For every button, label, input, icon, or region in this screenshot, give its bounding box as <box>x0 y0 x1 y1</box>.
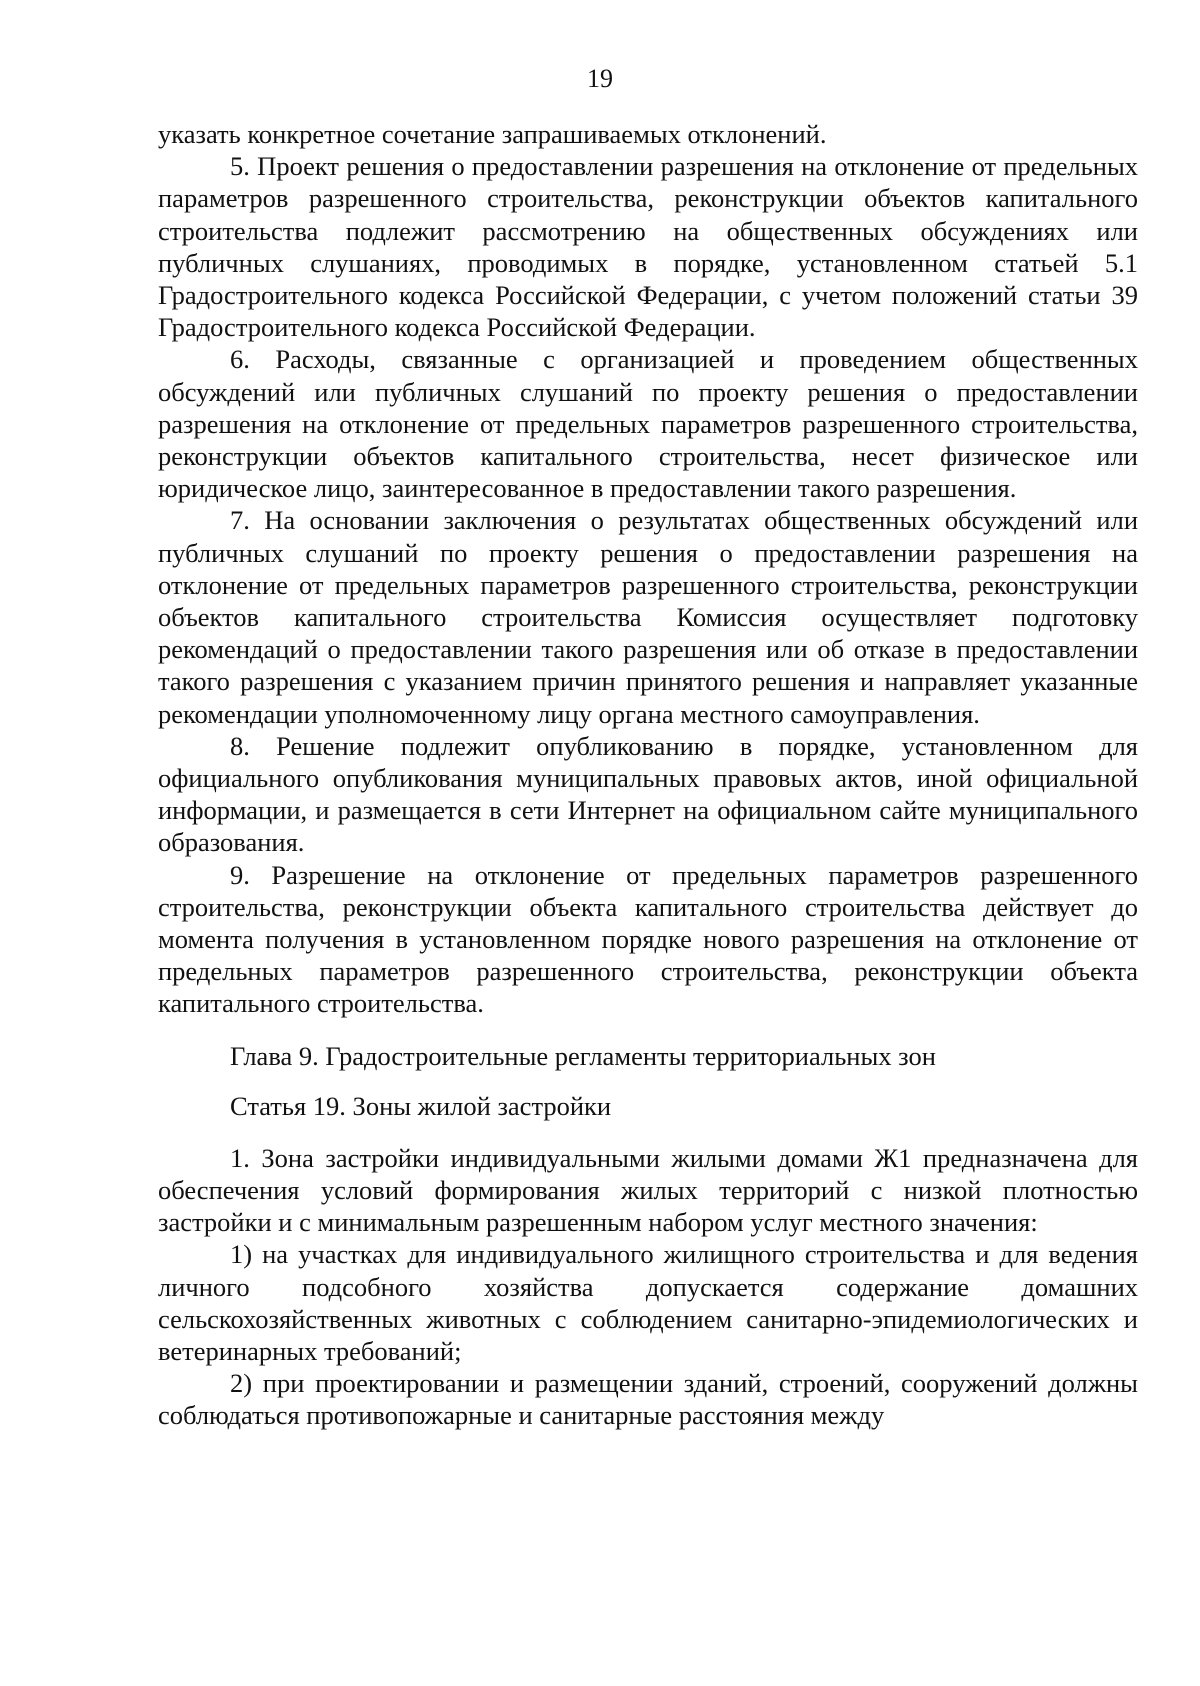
paragraph-item-6: 6. Расходы, связанные с организацией и проведением общественных обсуждений или публичных слушаний по проекту решения о предоставлении разрешения на отклонение от предельных параметров разрешенного строительства, реконструкции объектов капитального строительства, несет физическое или юридическое лицо, заинтересованное в предоставлении такого разрешения. <box>158 344 1138 504</box>
paragraph-item-5: 5. Проект решения о предоставлении разрешения на отклонение от предельных параметров разрешенного строительства, реконструкции объектов капитального строительства подлежит рассмотрению на общественных обсуждениях или публичных слушаниях, проводимых в порядке, установленном статьей 5.1 Градостроительного кодекса Российской Федерации, с учетом положений статьи 39 Градостроительного кодекса Российской Федерации. <box>158 151 1138 343</box>
article-paragraph-1: 1. Зона застройки индивидуальными жилыми домами Ж1 предназначена для обеспечения условий формирования жилых территорий с низкой плотностью застройки и с минимальным разрешенным набором услуг местного значения: <box>158 1142 1138 1238</box>
page-number: 19 <box>587 64 613 93</box>
spacer <box>158 1072 1138 1090</box>
spacer <box>158 1020 1138 1040</box>
document-body <box>158 118 1138 1432</box>
paragraph-continuation: указать конкретное сочетание запрашиваемых отклонений. <box>158 119 827 149</box>
article-subitem-1: 1) на участках для индивидуального жилищного строительства и для ведения личного подсобного хозяйства допускается содержание домашних сельскохозяйственных животных с соблюдением санитарно-эпидемиологических и ветеринарных требований; <box>158 1239 1138 1366</box>
spacer <box>158 1122 1138 1142</box>
paragraph-item-8: 8. Решение подлежит опубликованию в порядке, установленном для официального опубликования муниципальных правовых актов, иной официальной информации, и размещается в сети Интернет на официальном сайте муниципального образования. <box>158 730 1138 858</box>
chapter-heading: Глава 9. Градостроительные регламенты территориальных зон <box>230 1040 936 1071</box>
paragraph-item-9: 9. Разрешение на отклонение от предельных параметров разрешенного строительства, реконструкции объекта капитального строительства действует до момента получения в установленном порядке нового разрешения на отклонение от предельных параметров разрешенного строительства, реконструкции объекта капитального строительства. <box>158 859 1138 1019</box>
article-subitem-2: 2) при проектировании и размещении зданий, строений, сооружений должны соблюдаться противопожарные и санитарные расстояния между <box>158 1368 1138 1431</box>
article-heading: Статья 19. Зоны жилой застройки <box>230 1090 612 1121</box>
paragraph-item-7: 7. На основании заключения о результатах общественных обсуждений или публичных слушаний по проекту решения о предоставлении разрешения на отклонение от предельных параметров разрешенного строительства, реконструкции объектов капитального строительства Комиссия осуществляет подготовку рекомендаций о предоставлении такого разрешения или об отказе в предоставлении такого разрешения с указанием причин принятого решения и направляет указанные рекомендации уполномоченному лицу органа местного самоуправления. <box>158 505 1138 729</box>
